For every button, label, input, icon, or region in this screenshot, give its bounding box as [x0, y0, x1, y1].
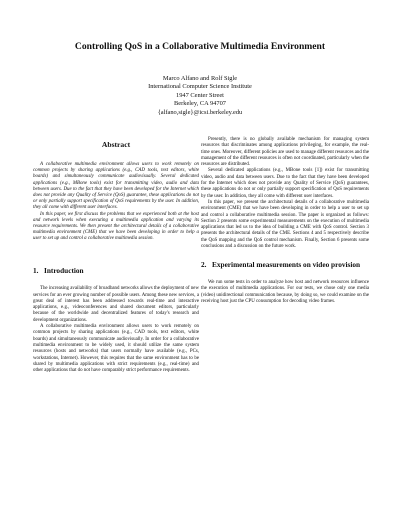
left-column: [33, 140, 199, 374]
author-email: {alfano,sigle}@icsi.berkeley.edu: [157, 108, 243, 116]
section-2-number: 2.: [201, 260, 207, 270]
intro-paragraph-2: A collaborative multimedia environment allows users to work remotely on common projects by sharing applications (e.g., CAD tools, text editors, white boards) and simultaneously communicate audiovisually. In order for a collaborative multimedia environment to be widely used, it should utilize the same system resources (hosts and networks) that users normally have available (e.g., PCs, workstations, Internet). However, this requires that the same environment has to be shared by multimedia applications with strict requirements (e.g., real-time) and other applications that do not have comparably strict performance requirements.: [33, 324, 199, 374]
right-column: [201, 137, 369, 305]
author-affiliation: International Computer Science Institute: [148, 83, 252, 91]
intro-paragraph-1: The increasing availability of broadband networks allows the deployment of new services for an ever growing number of possible users. Among these new services, a great deal of interest has been addressed towards real-time and interactive applications, e.g., videoconferences and shared document editors, particularly because of the worldwide and decentralized features of today's research and development organizations.: [33, 286, 199, 323]
section-2-title: Experimental measurements on video provision: [212, 260, 361, 270]
author-names: Marco Alfano and Rolf Sigle: [162, 75, 238, 82]
author-city: Berkeley, CA 94707: [174, 100, 226, 108]
intro-paragraph-5: In this paper, we present the architectural details of a collaborative multimedia environment (CME) that we have been developing in order to help a user to set up and control a collaborative multimedia session. The paper is organized as follows: Section 2 presents some experimental measurements on the execution of multimedia applications that led us to the idea of building a CME with QoS control. Section 3 presents the architectural details of the CME. Sections 4 and 5 respectively describe the QoS mapping and the QoS control mechanism. Finally, Section 6 presents some conclusions and a discussion on the future work.: [201, 199, 369, 250]
author-block: [0, 75, 400, 117]
abstract-heading: Abstract: [101, 140, 131, 149]
intro-paragraph-4: Several dedicated applications (e.g., MBone tools [1]) exist for transmitting video, audio and data between users. Due to the fact that they have been developed for the Internet which does not provide any Quality of Service (QoS) guarantees, these applications do not or only partially support specification of QoS requirements by the user. In addition, they all come with different user interfaces.: [201, 168, 369, 199]
experimental-paragraph-1: We run some tests in order to analyze how host and network resources influence the execution of multimedia applications. For our tests, we chose only one media (video) unidirectional communication because, by doing so, we could examine on the receiving host just the CPU consumption for decoding video frames.: [201, 279, 369, 304]
abstract-paragraph-2: In this paper, we first discuss the problems that we experienced both at the host and network levels when executing a multimedia application and varying its resource requirements. We then present the architectural details of a collaborative multimedia environment (CME) that we have been developing in order to help a user to set up and control a collaborative multimedia session.: [33, 211, 199, 242]
section-2-heading: [201, 261, 369, 270]
section-1-number: 1.: [33, 265, 39, 275]
author-street: 1947 Center Street: [176, 91, 224, 99]
paper-title: Controlling QoS in a Collaborative Multimedia Environment: [74, 41, 326, 52]
section-1-heading: [33, 267, 199, 276]
section-1-title: Introduction: [44, 265, 84, 275]
intro-paragraph-3: Presently, there is no globally available mechanism for managing system resources that discriminates among applications privileging, for example, the real-time ones. Moreover, different policies are used to manage different resources and the management of the different resources is often not coordinated, particularly when the resources are distributed.: [201, 137, 370, 168]
abstract-paragraph-1: A collaborative multimedia environment allows users to work remotely on common projects by sharing applications (e.g., CAD tools, text editors, white boards) and simultaneously communicate audiovisually. Several dedicated applications (e.g., MBone tools) exist for transmitting video, audio and data between users. Due to the fact that they have been developed for the Internet which does not provide any Quality of Service (QoS) guarantee, these applications do not or only partially support specification of QoS requirements by the user. In addition, they all come with different user interfaces.: [33, 162, 199, 211]
